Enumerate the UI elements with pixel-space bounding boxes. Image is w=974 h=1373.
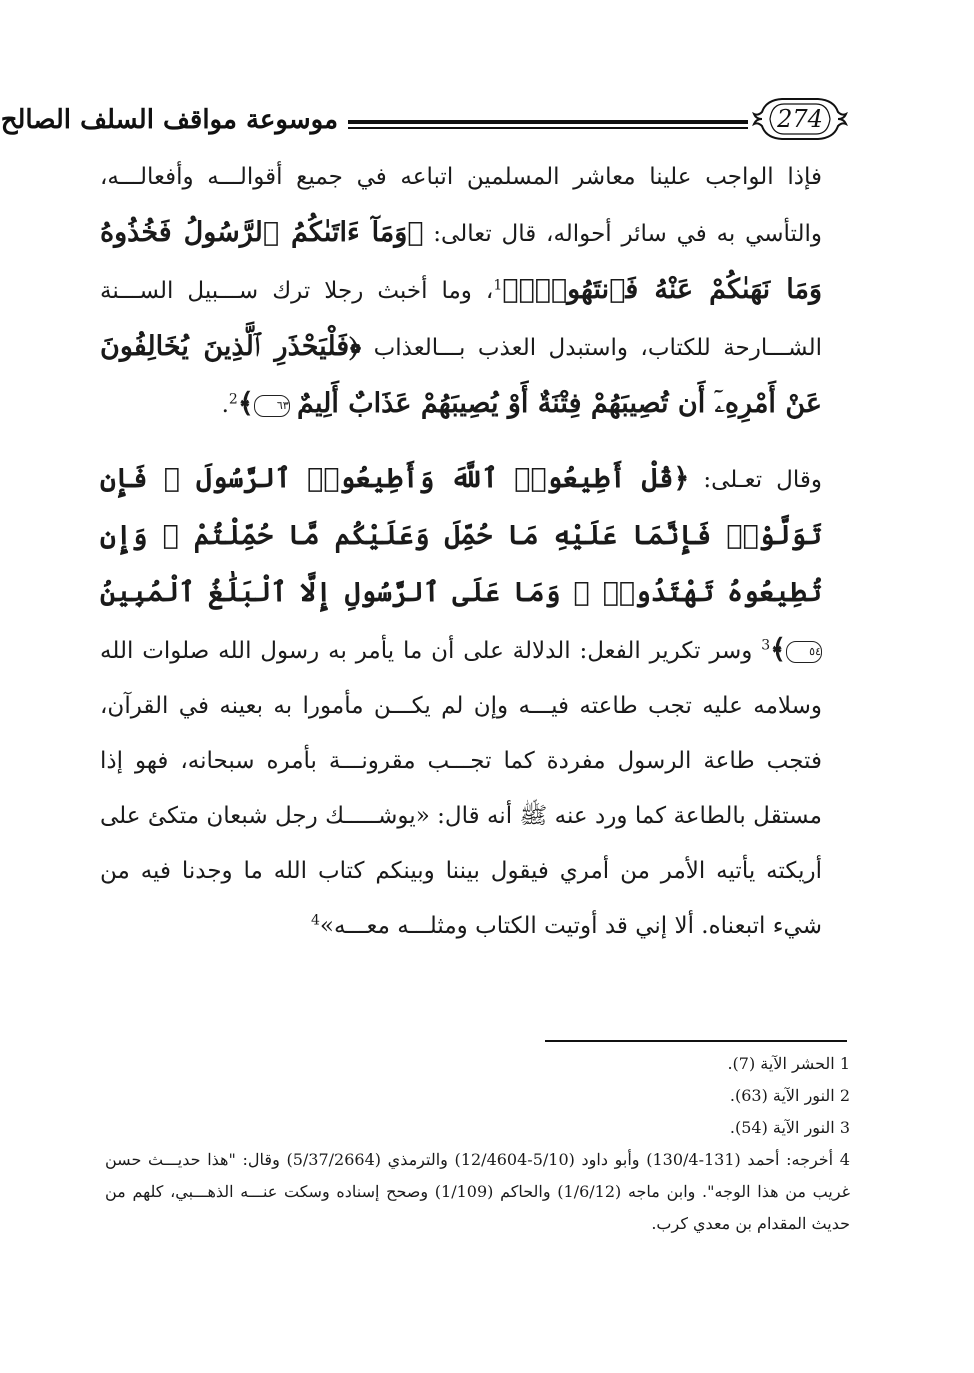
page-number-badge xyxy=(752,94,848,144)
footnotes xyxy=(105,1048,850,1240)
footnote-divider xyxy=(545,1040,847,1042)
footnote-ref: 4 xyxy=(310,912,320,929)
footnote-ref: 2 xyxy=(228,391,238,408)
quran-verse: ﴿قُلْ أَطِيعُوا۟ ٱللَّهَ وَأَطِيعُوا۟ ٱلرَّسُولَ ۖ فَإِن تَوَلَّوْا۟ فَإِنَّمَا عَلَيْهِ مَا حُمِّلَ وَعَلَيْكُم مَّا حُمِّلْتُمْ ۖ وَإِن تُطِيعُوهُ تَهْتَدُوا۟ ۚ وَمَا عَلَى ٱلرَّسُولِ إِلَّا ٱلْبَلَٰغُ ٱلْمُبِينُ xyxy=(100,463,822,608)
quran-bracket: ﴾ xyxy=(770,634,786,665)
paragraph-2 xyxy=(100,451,822,954)
footnote-1: 1 الحشر الآية (7). xyxy=(727,1054,850,1073)
page-number: 274 xyxy=(777,105,823,133)
text-run: وقال تعـلى: xyxy=(689,467,822,493)
verse-number-mark: ٥٤ xyxy=(786,641,822,663)
paragraph-1 xyxy=(100,150,822,433)
footnote-4: 4 أخرجه: أحمد (131-130/4) وأبو داود (5/10-12/4604) والترمذي (5/37/2664) وقال: "هذا حديـــث حسن غريب من هذا الوجه". وابن ماجه (1/6/12) والحاكم (1/109) وصحح إسناده وسكت عنـــه الذهـــبي، كلهم من حديث المقدام بن معدي كرب. xyxy=(105,1150,851,1233)
text-run: . xyxy=(221,392,229,418)
text-run: وسر تكرير الفعل: الدلالة على أن ما يأمر به رسول الله صلوات الله وسلامه عليه تجب طاعته فيـــه وإن لم يكـــن مأمورا به بعينه في القرآن، فتجب طاعة الرسول مفردة كما تجـــب مقرونـــة بأمره سبحانه، فهو إذا مستقل بالطاعة كما ورد عنه ﷺ أنه قال: «يوشـــــك رجل شبعان متكئ على أريكته يأتيه الأمر من أمري فيقول بيننا وبينكم كتاب الله ما وجدنا فيه من شيء اتبعناه. ألا إني قد أوتيت الكتاب ومثلـــه معـــه» xyxy=(100,638,822,939)
quran-bracket: ﴾ xyxy=(237,388,254,419)
footnote-3: 3 النور الآية (54). xyxy=(729,1118,850,1137)
footnote-ref: 3 xyxy=(761,637,771,654)
verse-number-mark: ٦٣ xyxy=(254,395,290,417)
header-rule xyxy=(348,120,748,124)
quran-verse: ﴿وَمَآ ءَاتَىٰكُمُ ٱلرَّسُولُ فَخُذُوهُ وَمَا نَهَىٰكُمْ عَنْهُ فَٱنتَهُوا۟ۚ﴾ xyxy=(100,217,822,305)
footnote-2: 2 النور الآية (63). xyxy=(729,1086,850,1105)
header-rule-thin xyxy=(348,127,748,129)
text-run: فإذا الواجب علينا معاشر المسلمين اتباعه في جميع أقوالـــه وأفعالـــه، والتأسي به في سائر أحواله، قال تعالى: xyxy=(100,164,822,247)
book-title: موسوعة مواقف السلف الصالح xyxy=(0,105,338,135)
quran-verse: ﴿فَلْيَحْذَرِ ٱلَّذِينَ يُخَالِفُونَ عَنْ أَمْرِهِۦٓ أَن تُصِيبَهُمْ فِتْنَةٌ أَوْ يُصِيبَهُمْ عَذَابٌ أَلِيمٌ xyxy=(100,331,822,419)
text-run: ، وما أخبث رجلا ترك ســـبيل الســـنة الشـــارحة للكتاب، واستبدل العذب بـــالعذاب xyxy=(100,278,822,361)
page-header xyxy=(0,92,848,152)
main-text xyxy=(100,150,822,954)
footnote-ref: 1 xyxy=(493,277,503,294)
